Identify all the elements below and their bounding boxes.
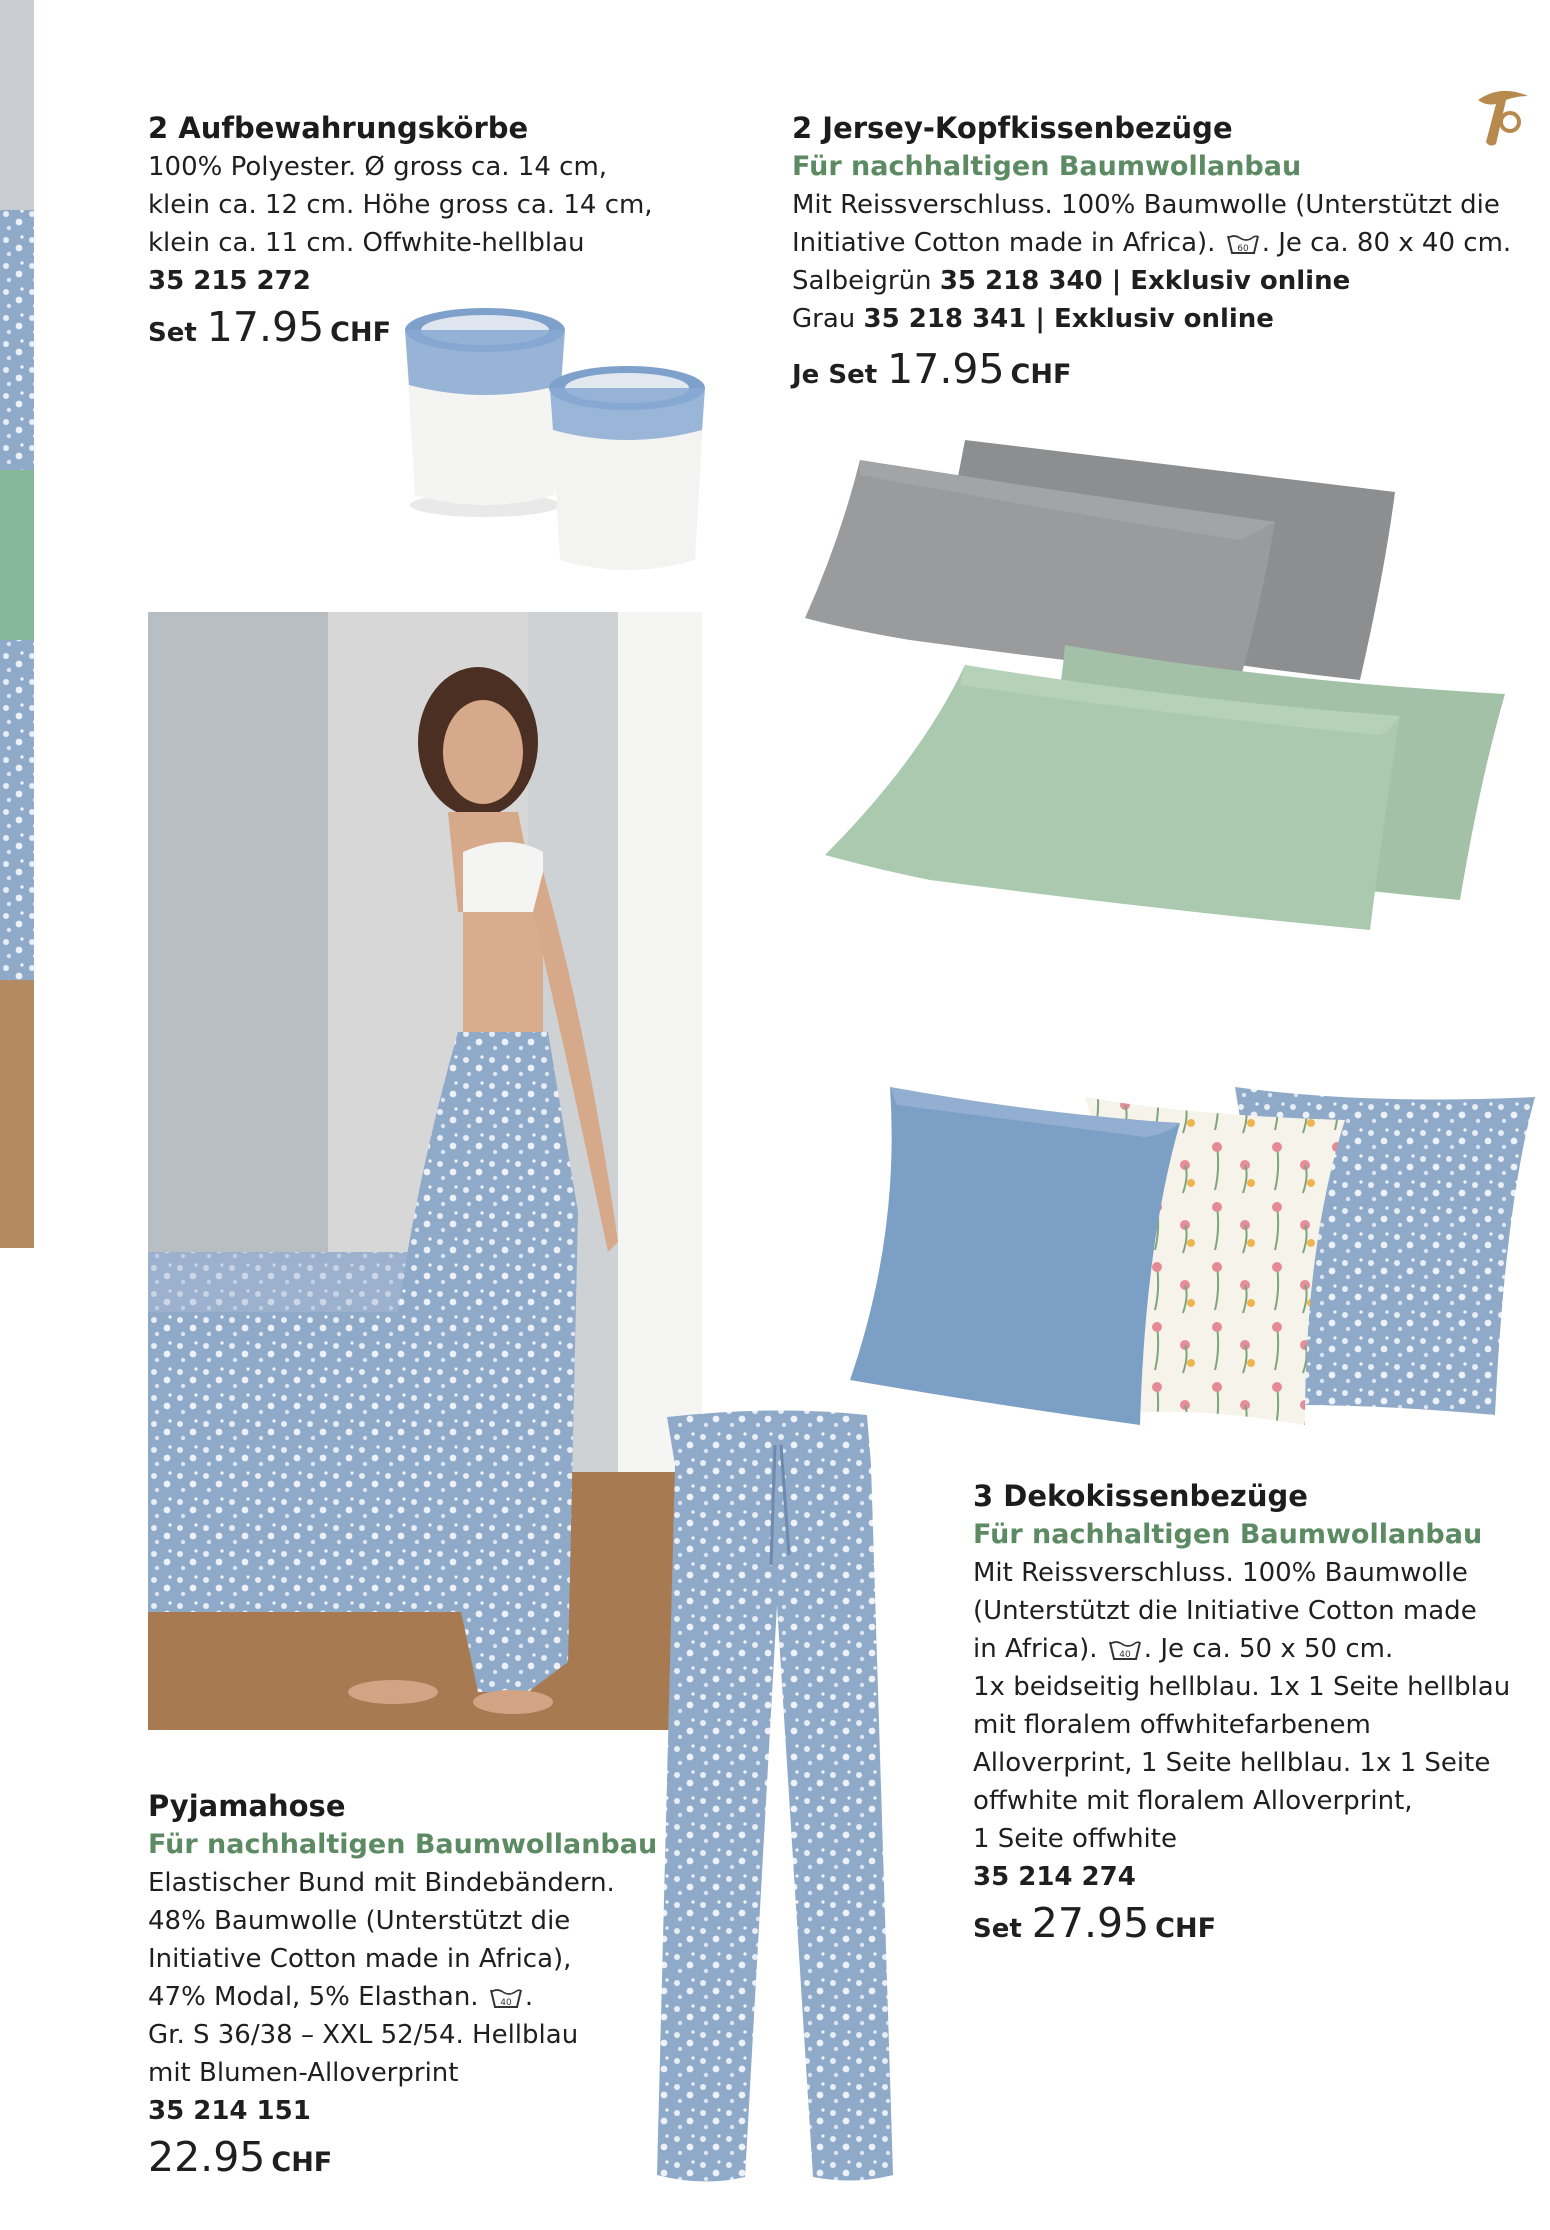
article-number: 35 215 272 bbox=[148, 266, 311, 296]
product-subtitle: Für nachhaltigen Baumwollanbau bbox=[973, 1519, 1483, 1550]
price-currency: CHF bbox=[330, 317, 392, 348]
price-prefix: Set bbox=[148, 318, 197, 348]
deko-pillows-graphic bbox=[845, 1075, 1535, 1435]
desc-line: klein ca. 12 cm. Höhe gross ca. 14 cm, bbox=[148, 190, 653, 220]
variant-line bbox=[792, 300, 1512, 338]
desc-text: 47% Modal, 5% Elasthan. bbox=[148, 1982, 479, 2012]
baskets-image bbox=[395, 300, 725, 580]
variant-line bbox=[792, 262, 1512, 300]
product-jersey bbox=[792, 108, 1512, 405]
variant-label: Salbeigrün bbox=[792, 266, 932, 296]
desc-line: mit Blumen-Alloverprint bbox=[148, 2058, 459, 2088]
price-amount: 17.95 bbox=[887, 345, 1005, 393]
wash-icon bbox=[1226, 232, 1260, 256]
desc-line: Elastischer Bund mit Bindebändern. bbox=[148, 1868, 615, 1898]
desc-text: . bbox=[524, 1982, 534, 2012]
price bbox=[973, 1896, 1533, 1959]
product-deko bbox=[973, 1476, 1533, 1959]
price-amount: 17.95 bbox=[206, 303, 325, 351]
product-title: 3 Dekokissenbezüge bbox=[973, 1479, 1308, 1513]
desc-line: Gr. S 36/38 – XXL 52/54. Hellblau bbox=[148, 2020, 579, 2050]
variant-label: Grau bbox=[792, 304, 856, 334]
model-photo-graphic bbox=[148, 612, 702, 1730]
desc-line bbox=[792, 224, 1512, 262]
desc-line bbox=[148, 1978, 668, 2016]
article-number: 35 214 151 bbox=[148, 2096, 311, 2126]
product-title: 2 Aufbewahrungskörbe bbox=[148, 111, 529, 145]
desc-line bbox=[973, 1630, 1533, 1668]
variant-code: 35 218 340 | Exklusiv online bbox=[939, 266, 1351, 296]
desc-line: klein ca. 11 cm. Offwhite-hellblau bbox=[148, 228, 585, 258]
wash-temp: 40 bbox=[1119, 1649, 1131, 1660]
price-amount: 22.95 bbox=[148, 2133, 266, 2181]
wash-icon bbox=[489, 1986, 523, 2010]
price bbox=[148, 2130, 668, 2193]
product-subtitle: Für nachhaltigen Baumwollanbau bbox=[148, 1829, 658, 1860]
price bbox=[792, 342, 1512, 405]
desc-line: offwhite mit floralem Alloverprint, bbox=[973, 1786, 1413, 1816]
deko-pillows-image bbox=[845, 1075, 1535, 1435]
product-subtitle: Für nachhaltigen Baumwollanbau bbox=[792, 151, 1302, 182]
variant-code: 35 218 341 | Exklusiv online bbox=[863, 304, 1274, 334]
jersey-pillows-image bbox=[800, 430, 1520, 950]
product-title: 2 Jersey-Kopfkissenbezüge bbox=[792, 111, 1233, 145]
desc-text: . Je ca. 80 x 40 cm. bbox=[1261, 228, 1512, 258]
article-number: 35 214 274 bbox=[973, 1862, 1136, 1892]
desc-line: 1 Seite offwhite bbox=[973, 1824, 1177, 1854]
desc-text: . Je ca. 50 x 50 cm. bbox=[1143, 1634, 1394, 1664]
desc-line: mit floralem offwhitefarbenem bbox=[973, 1710, 1371, 1740]
desc-line: 100% Polyester. Ø gross ca. 14 cm, bbox=[148, 152, 608, 182]
desc-line: 48% Baumwolle (Unterstützt die bbox=[148, 1906, 571, 1936]
product-pyjama bbox=[148, 1786, 668, 2193]
pants-graphic bbox=[645, 1405, 905, 2195]
product-title: Pyjamahose bbox=[148, 1789, 346, 1823]
price-currency: CHF bbox=[1155, 1913, 1217, 1944]
desc-text: Initiative Cotton made in Africa). bbox=[792, 228, 1216, 258]
price-currency: CHF bbox=[271, 2147, 333, 2178]
desc-line: Mit Reissverschluss. 100% Baumwolle (Unterstützt die bbox=[792, 190, 1500, 220]
pyjama-model-photo bbox=[148, 612, 702, 1730]
desc-line: Alloverprint, 1 Seite hellblau. 1x 1 Seite bbox=[973, 1748, 1491, 1778]
price-prefix: Je Set bbox=[792, 360, 878, 390]
desc-line: Initiative Cotton made in Africa), bbox=[148, 1944, 572, 1974]
jersey-pillows-graphic bbox=[800, 430, 1520, 950]
left-page-edge-graphic bbox=[0, 0, 34, 1248]
baskets-graphic bbox=[395, 300, 725, 580]
desc-line: 1x beidseitig hellblau. 1x 1 Seite hellblau bbox=[973, 1672, 1511, 1702]
desc-line: (Unterstützt die Initiative Cotton made bbox=[973, 1596, 1477, 1626]
desc-line: Mit Reissverschluss. 100% Baumwolle bbox=[973, 1558, 1468, 1588]
desc-text: in Africa). bbox=[973, 1634, 1098, 1664]
price-prefix: Set bbox=[973, 1914, 1022, 1944]
pyjama-pants-image bbox=[645, 1405, 905, 2195]
price-amount: 27.95 bbox=[1031, 1899, 1150, 1947]
wash-icon bbox=[1108, 1638, 1142, 1662]
left-page-edge-photo bbox=[0, 0, 34, 1248]
price-currency: CHF bbox=[1010, 359, 1072, 390]
wash-temp: 60 bbox=[1236, 243, 1249, 254]
wash-temp: 40 bbox=[500, 1997, 512, 2008]
